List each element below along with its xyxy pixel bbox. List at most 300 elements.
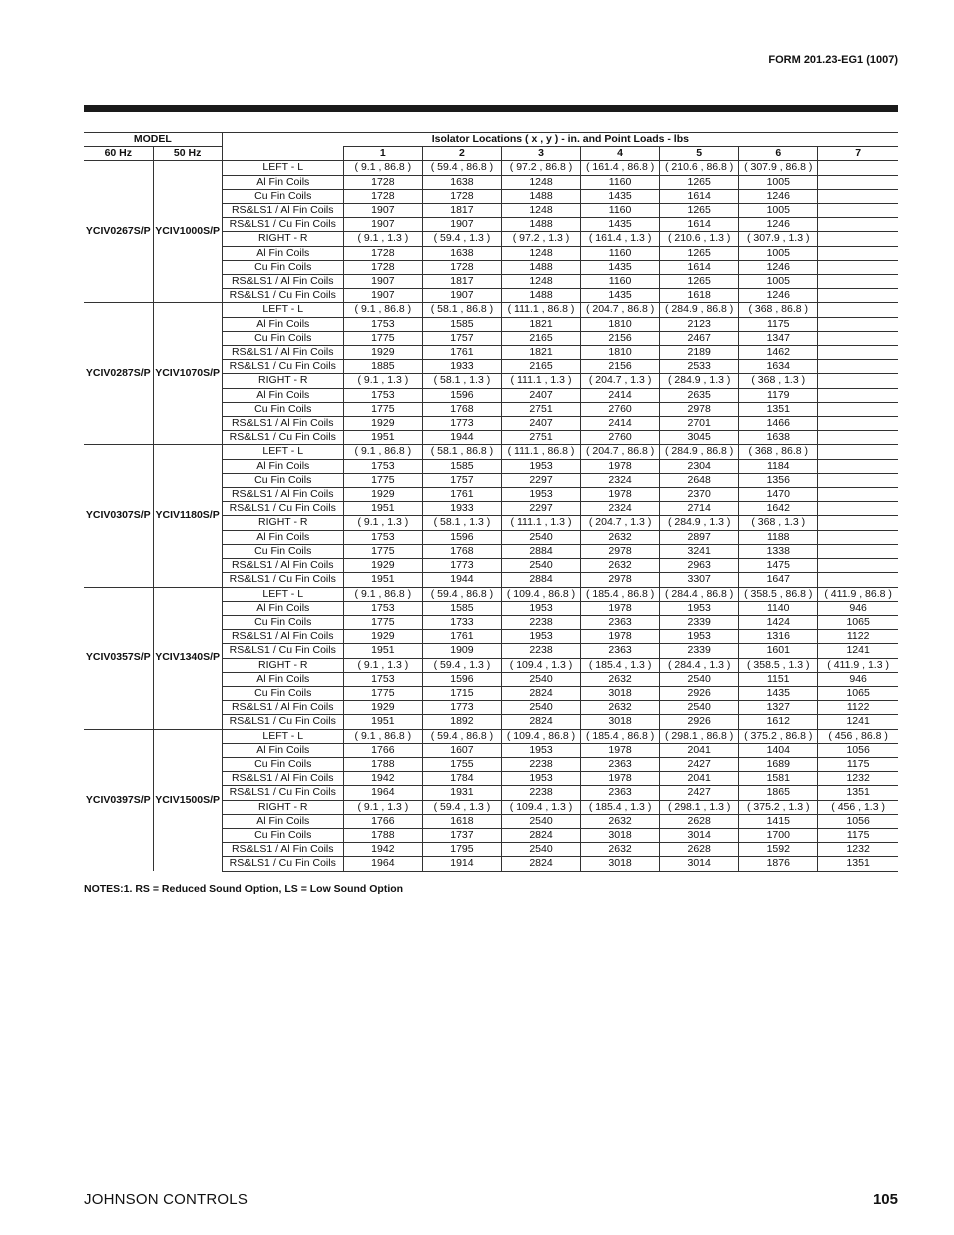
cell-value: 1944: [422, 431, 501, 445]
cell-value: 2189: [660, 346, 739, 360]
cell-value: ( 58.1 , 86.8 ): [422, 303, 501, 317]
cell-value: 2165: [501, 360, 580, 374]
cell-value: ( 59.4 , 86.8 ): [422, 729, 501, 743]
cell-value: 1907: [422, 218, 501, 232]
cell-value: 1737: [422, 828, 501, 842]
row-label: RS&LS1 / Al Fin Coils: [222, 346, 343, 360]
cell-value: 1638: [422, 246, 501, 260]
cell-value: 2648: [660, 473, 739, 487]
cell-value: 1056: [818, 814, 898, 828]
row-label: RS&LS1 / Al Fin Coils: [222, 772, 343, 786]
cell-value: 1715: [422, 686, 501, 700]
cell-value: ( 210.6 , 1.3 ): [660, 232, 739, 246]
isolator-header: Isolator Locations ( x , y ) - in. and Point Loads - lbs: [222, 133, 898, 147]
cell-value: ( 284.9 , 1.3 ): [660, 374, 739, 388]
cell-value: 2414: [581, 388, 660, 402]
cell-value: 1810: [581, 317, 660, 331]
cell-value: ( 185.4 , 86.8 ): [581, 587, 660, 601]
cell-value: 2156: [581, 331, 660, 345]
cell-value: 1232: [818, 843, 898, 857]
cell-value: 1585: [422, 601, 501, 615]
cell-value: 1351: [739, 402, 818, 416]
cell-value: 2978: [581, 573, 660, 587]
model-header: MODEL: [84, 133, 222, 147]
cell-value: 2632: [581, 559, 660, 573]
cell-value: ( 284.9 , 86.8 ): [660, 445, 739, 459]
cell-value: 1265: [660, 246, 739, 260]
row-label: RIGHT - R: [222, 374, 343, 388]
cell-value: 1929: [343, 346, 422, 360]
cell-value: [818, 346, 898, 360]
cell-value: ( 185.4 , 86.8 ): [581, 729, 660, 743]
cell-value: 1942: [343, 772, 422, 786]
cell-value: 1788: [343, 757, 422, 771]
cell-value: 1175: [818, 828, 898, 842]
cell-value: 1435: [581, 218, 660, 232]
cell-value: 2751: [501, 431, 580, 445]
cell-value: 1892: [422, 715, 501, 729]
cell-value: 1753: [343, 672, 422, 686]
cell-value: ( 368 , 86.8 ): [739, 445, 818, 459]
hz50-header: 50 Hz: [153, 147, 222, 161]
cell-value: ( 97.2 , 86.8 ): [501, 161, 580, 175]
cell-value: ( 9.1 , 86.8 ): [343, 445, 422, 459]
cell-value: 1248: [501, 275, 580, 289]
cell-value: 1488: [501, 189, 580, 203]
cell-value: [818, 431, 898, 445]
cell-value: ( 9.1 , 86.8 ): [343, 587, 422, 601]
table-row: [84, 729, 898, 743]
cell-value: 1265: [660, 204, 739, 218]
cell-value: 1188: [739, 530, 818, 544]
cell-value: 1775: [343, 473, 422, 487]
cell-value: ( 375.2 , 1.3 ): [739, 800, 818, 814]
cell-value: 1246: [739, 289, 818, 303]
cell-value: 1728: [343, 246, 422, 260]
cell-value: 1140: [739, 601, 818, 615]
row-label: LEFT - L: [222, 729, 343, 743]
cell-value: 1638: [422, 175, 501, 189]
cell-value: 1753: [343, 530, 422, 544]
cell-value: ( 58.1 , 1.3 ): [422, 374, 501, 388]
cell-value: 1065: [818, 615, 898, 629]
cell-value: 2339: [660, 615, 739, 629]
cell-value: 2963: [660, 559, 739, 573]
cell-value: 1462: [739, 346, 818, 360]
cell-value: 1907: [343, 289, 422, 303]
point-header: 4: [581, 147, 660, 161]
row-label: Cu Fin Coils: [222, 331, 343, 345]
cell-value: 1175: [818, 757, 898, 771]
row-label: LEFT - L: [222, 587, 343, 601]
row-label: RIGHT - R: [222, 232, 343, 246]
cell-value: 2897: [660, 530, 739, 544]
cell-value: 1232: [818, 772, 898, 786]
isolator-table: [84, 132, 898, 872]
cell-value: [818, 559, 898, 573]
row-label: Cu Fin Coils: [222, 544, 343, 558]
cell-value: 2238: [501, 786, 580, 800]
cell-value: ( 111.1 , 86.8 ): [501, 303, 580, 317]
cell-value: ( 109.4 , 1.3 ): [501, 800, 580, 814]
cell-value: 1581: [739, 772, 818, 786]
cell-value: ( 59.4 , 1.3 ): [422, 800, 501, 814]
row-label: RS&LS1 / Cu Fin Coils: [222, 786, 343, 800]
row-label: Cu Fin Coils: [222, 260, 343, 274]
cell-value: 2714: [660, 502, 739, 516]
row-label: LEFT - L: [222, 445, 343, 459]
row-label: RS&LS1 / Cu Fin Coils: [222, 857, 343, 871]
cell-value: 1951: [343, 573, 422, 587]
cell-value: ( 204.7 , 86.8 ): [581, 303, 660, 317]
cell-value: 1865: [739, 786, 818, 800]
row-label: RS&LS1 / Cu Fin Coils: [222, 573, 343, 587]
cell-value: 1788: [343, 828, 422, 842]
cell-value: 2540: [660, 672, 739, 686]
cell-value: ( 368 , 1.3 ): [739, 516, 818, 530]
row-label: Cu Fin Coils: [222, 828, 343, 842]
cell-value: 1056: [818, 743, 898, 757]
cell-value: 1761: [422, 630, 501, 644]
cell-value: 1488: [501, 218, 580, 232]
row-label: Cu Fin Coils: [222, 757, 343, 771]
cell-value: 946: [818, 601, 898, 615]
cell-value: 1978: [581, 488, 660, 502]
cell-value: 2926: [660, 715, 739, 729]
cell-value: 2628: [660, 814, 739, 828]
cell-value: 2760: [581, 431, 660, 445]
cell-value: ( 456 , 86.8 ): [818, 729, 898, 743]
row-label: RIGHT - R: [222, 658, 343, 672]
cell-value: ( 284.4 , 1.3 ): [660, 658, 739, 672]
cell-value: 1248: [501, 246, 580, 260]
model-50hz: YCIV1000S/P: [153, 161, 222, 303]
cell-value: ( 368 , 1.3 ): [739, 374, 818, 388]
cell-value: ( 284.9 , 1.3 ): [660, 516, 739, 530]
cell-value: 1634: [739, 360, 818, 374]
cell-value: [818, 189, 898, 203]
cell-value: 1775: [343, 402, 422, 416]
cell-value: 2632: [581, 814, 660, 828]
cell-value: 1933: [422, 360, 501, 374]
cell-value: 2238: [501, 615, 580, 629]
cell-value: ( 284.9 , 86.8 ): [660, 303, 739, 317]
cell-value: 1351: [818, 857, 898, 871]
cell-value: 2414: [581, 417, 660, 431]
cell-value: 1607: [422, 743, 501, 757]
cell-value: 1351: [818, 786, 898, 800]
cell-value: 2540: [501, 559, 580, 573]
cell-value: 1728: [343, 175, 422, 189]
cell-value: [818, 374, 898, 388]
cell-value: 1953: [501, 772, 580, 786]
model-60hz: YCIV0267S/P: [84, 161, 153, 303]
cell-value: 2370: [660, 488, 739, 502]
cell-value: 1817: [422, 275, 501, 289]
cell-value: 1160: [581, 275, 660, 289]
cell-value: [818, 331, 898, 345]
cell-value: 1753: [343, 601, 422, 615]
header-row-1: [84, 133, 898, 147]
row-label: Al Fin Coils: [222, 530, 343, 544]
cell-value: 1775: [343, 615, 422, 629]
row-label: RS&LS1 / Al Fin Coils: [222, 275, 343, 289]
row-label: Cu Fin Coils: [222, 189, 343, 203]
cell-value: 1246: [739, 189, 818, 203]
cell-value: ( 307.9 , 1.3 ): [739, 232, 818, 246]
cell-value: 1817: [422, 204, 501, 218]
cell-value: ( 204.7 , 1.3 ): [581, 516, 660, 530]
cell-value: 1435: [581, 260, 660, 274]
cell-value: 1592: [739, 843, 818, 857]
cell-value: ( 9.1 , 86.8 ): [343, 729, 422, 743]
cell-value: 1978: [581, 601, 660, 615]
row-label: RS&LS1 / Cu Fin Coils: [222, 715, 343, 729]
cell-value: 2041: [660, 772, 739, 786]
cell-value: 1885: [343, 360, 422, 374]
cell-value: ( 59.4 , 1.3 ): [422, 232, 501, 246]
cell-value: 2041: [660, 743, 739, 757]
cell-value: 2760: [581, 402, 660, 416]
cell-value: 1964: [343, 857, 422, 871]
cell-value: 1160: [581, 175, 660, 189]
page-number: 105: [872, 1191, 898, 1208]
cell-value: 1338: [739, 544, 818, 558]
row-label: RIGHT - R: [222, 800, 343, 814]
cell-value: 1488: [501, 289, 580, 303]
cell-value: 1978: [581, 459, 660, 473]
cell-value: [818, 360, 898, 374]
row-label: Al Fin Coils: [222, 388, 343, 402]
cell-value: 1775: [343, 331, 422, 345]
row-label: RS&LS1 / Cu Fin Coils: [222, 289, 343, 303]
row-label: RS&LS1 / Cu Fin Coils: [222, 360, 343, 374]
cell-value: [818, 573, 898, 587]
cell-value: ( 298.1 , 86.8 ): [660, 729, 739, 743]
cell-value: ( 9.1 , 1.3 ): [343, 232, 422, 246]
cell-value: 1175: [739, 317, 818, 331]
cell-value: 1953: [501, 743, 580, 757]
cell-value: 1768: [422, 544, 501, 558]
cell-value: 1821: [501, 317, 580, 331]
cell-value: 1005: [739, 275, 818, 289]
model-60hz: YCIV0357S/P: [84, 587, 153, 729]
cell-value: [818, 161, 898, 175]
cell-value: 2324: [581, 473, 660, 487]
point-header: 2: [422, 147, 501, 161]
cell-value: [818, 388, 898, 402]
cell-value: 2165: [501, 331, 580, 345]
row-label: Cu Fin Coils: [222, 615, 343, 629]
cell-value: ( 307.9 , 86.8 ): [739, 161, 818, 175]
cell-value: 1596: [422, 530, 501, 544]
cell-value: 1241: [818, 644, 898, 658]
cell-value: [818, 260, 898, 274]
table-row: [84, 161, 898, 175]
table-row: [84, 303, 898, 317]
cell-value: 2751: [501, 402, 580, 416]
point-header: 1: [343, 147, 422, 161]
cell-value: 2540: [501, 530, 580, 544]
cell-value: ( 109.4 , 1.3 ): [501, 658, 580, 672]
cell-value: 1978: [581, 630, 660, 644]
point-header: 6: [739, 147, 818, 161]
cell-value: 1612: [739, 715, 818, 729]
cell-value: ( 284.4 , 86.8 ): [660, 587, 739, 601]
cell-value: ( 111.1 , 1.3 ): [501, 374, 580, 388]
cell-value: ( 210.6 , 86.8 ): [660, 161, 739, 175]
cell-value: 1753: [343, 459, 422, 473]
cell-value: [818, 502, 898, 516]
cell-value: [818, 317, 898, 331]
cell-value: 1733: [422, 615, 501, 629]
model-50hz: YCIV1500S/P: [153, 729, 222, 871]
cell-value: 1585: [422, 459, 501, 473]
cell-value: 2407: [501, 388, 580, 402]
cell-value: 1347: [739, 331, 818, 345]
model-60hz: YCIV0307S/P: [84, 445, 153, 587]
cell-value: 2824: [501, 857, 580, 871]
cell-value: 1978: [581, 772, 660, 786]
cell-value: 1907: [343, 275, 422, 289]
cell-value: 1757: [422, 331, 501, 345]
row-label: Al Fin Coils: [222, 175, 343, 189]
cell-value: 2427: [660, 757, 739, 771]
cell-value: 2884: [501, 573, 580, 587]
cell-value: 1179: [739, 388, 818, 402]
cell-value: 1773: [422, 559, 501, 573]
row-label: Al Fin Coils: [222, 317, 343, 331]
cell-value: 1929: [343, 630, 422, 644]
point-header: 3: [501, 147, 580, 161]
cell-value: [818, 488, 898, 502]
cell-value: 1757: [422, 473, 501, 487]
cell-value: 2339: [660, 644, 739, 658]
cell-value: [818, 544, 898, 558]
cell-value: 1931: [422, 786, 501, 800]
cell-value: 2467: [660, 331, 739, 345]
cell-value: ( 204.7 , 1.3 ): [581, 374, 660, 388]
cell-value: 1356: [739, 473, 818, 487]
row-label: RS&LS1 / Cu Fin Coils: [222, 218, 343, 232]
row-label: LEFT - L: [222, 161, 343, 175]
cell-value: 1248: [501, 175, 580, 189]
cell-value: ( 204.7 , 86.8 ): [581, 445, 660, 459]
row-label: Cu Fin Coils: [222, 686, 343, 700]
cell-value: 1761: [422, 488, 501, 502]
cell-value: 1773: [422, 417, 501, 431]
cell-value: 1005: [739, 246, 818, 260]
cell-value: 1647: [739, 573, 818, 587]
cell-value: ( 368 , 86.8 ): [739, 303, 818, 317]
cell-value: 1005: [739, 204, 818, 218]
cell-value: 2824: [501, 686, 580, 700]
table-row: [84, 445, 898, 459]
cell-value: 3018: [581, 828, 660, 842]
cell-value: 1160: [581, 246, 660, 260]
model-50hz: YCIV1180S/P: [153, 445, 222, 587]
cell-value: 2540: [501, 701, 580, 715]
cell-value: ( 411.9 , 1.3 ): [818, 658, 898, 672]
cell-value: 1424: [739, 615, 818, 629]
cell-value: 2324: [581, 502, 660, 516]
cell-value: 1768: [422, 402, 501, 416]
cell-value: 2978: [581, 544, 660, 558]
cell-value: ( 59.4 , 86.8 ): [422, 161, 501, 175]
cell-value: [818, 459, 898, 473]
cell-value: 3307: [660, 573, 739, 587]
cell-value: [818, 473, 898, 487]
cell-value: 1755: [422, 757, 501, 771]
cell-value: 2363: [581, 786, 660, 800]
cell-value: 3241: [660, 544, 739, 558]
row-label: Al Fin Coils: [222, 601, 343, 615]
cell-value: 1753: [343, 317, 422, 331]
cell-value: 1122: [818, 630, 898, 644]
point-header: 5: [660, 147, 739, 161]
cell-value: 1618: [660, 289, 739, 303]
row-label: RS&LS1 / Al Fin Coils: [222, 559, 343, 573]
cell-value: 1160: [581, 204, 660, 218]
cell-value: 2304: [660, 459, 739, 473]
cell-value: 1316: [739, 630, 818, 644]
cell-value: [818, 204, 898, 218]
cell-value: ( 58.1 , 1.3 ): [422, 516, 501, 530]
cell-value: ( 9.1 , 1.3 ): [343, 374, 422, 388]
row-label: RS&LS1 / Al Fin Coils: [222, 204, 343, 218]
cell-value: 1327: [739, 701, 818, 715]
cell-value: 1122: [818, 701, 898, 715]
row-label: RS&LS1 / Cu Fin Coils: [222, 431, 343, 445]
blank-header: [222, 147, 343, 161]
cell-value: ( 185.4 , 1.3 ): [581, 800, 660, 814]
cell-value: 2632: [581, 530, 660, 544]
cell-value: 2238: [501, 644, 580, 658]
cell-value: 1953: [660, 601, 739, 615]
cell-value: 1151: [739, 672, 818, 686]
cell-value: 2540: [660, 701, 739, 715]
cell-value: 1475: [739, 559, 818, 573]
cell-value: [818, 218, 898, 232]
row-label: Cu Fin Coils: [222, 473, 343, 487]
cell-value: ( 411.9 , 86.8 ): [818, 587, 898, 601]
header-rule: [84, 105, 898, 112]
cell-value: ( 111.1 , 86.8 ): [501, 445, 580, 459]
row-label: RS&LS1 / Cu Fin Coils: [222, 644, 343, 658]
cell-value: 1614: [660, 260, 739, 274]
cell-value: 1435: [581, 189, 660, 203]
cell-value: 1246: [739, 218, 818, 232]
row-label: Al Fin Coils: [222, 814, 343, 828]
cell-value: 1246: [739, 260, 818, 274]
cell-value: ( 109.4 , 86.8 ): [501, 587, 580, 601]
cell-value: 1265: [660, 275, 739, 289]
cell-value: 1005: [739, 175, 818, 189]
cell-value: 2540: [501, 814, 580, 828]
row-label: RS&LS1 / Al Fin Coils: [222, 843, 343, 857]
cell-value: 1766: [343, 743, 422, 757]
cell-value: ( 161.4 , 86.8 ): [581, 161, 660, 175]
cell-value: ( 456 , 1.3 ): [818, 800, 898, 814]
cell-value: ( 161.4 , 1.3 ): [581, 232, 660, 246]
cell-value: 3018: [581, 686, 660, 700]
row-label: RS&LS1 / Al Fin Coils: [222, 417, 343, 431]
row-label: Al Fin Coils: [222, 672, 343, 686]
cell-value: 1466: [739, 417, 818, 431]
cell-value: 1614: [660, 189, 739, 203]
cell-value: 1795: [422, 843, 501, 857]
cell-value: 1728: [422, 260, 501, 274]
